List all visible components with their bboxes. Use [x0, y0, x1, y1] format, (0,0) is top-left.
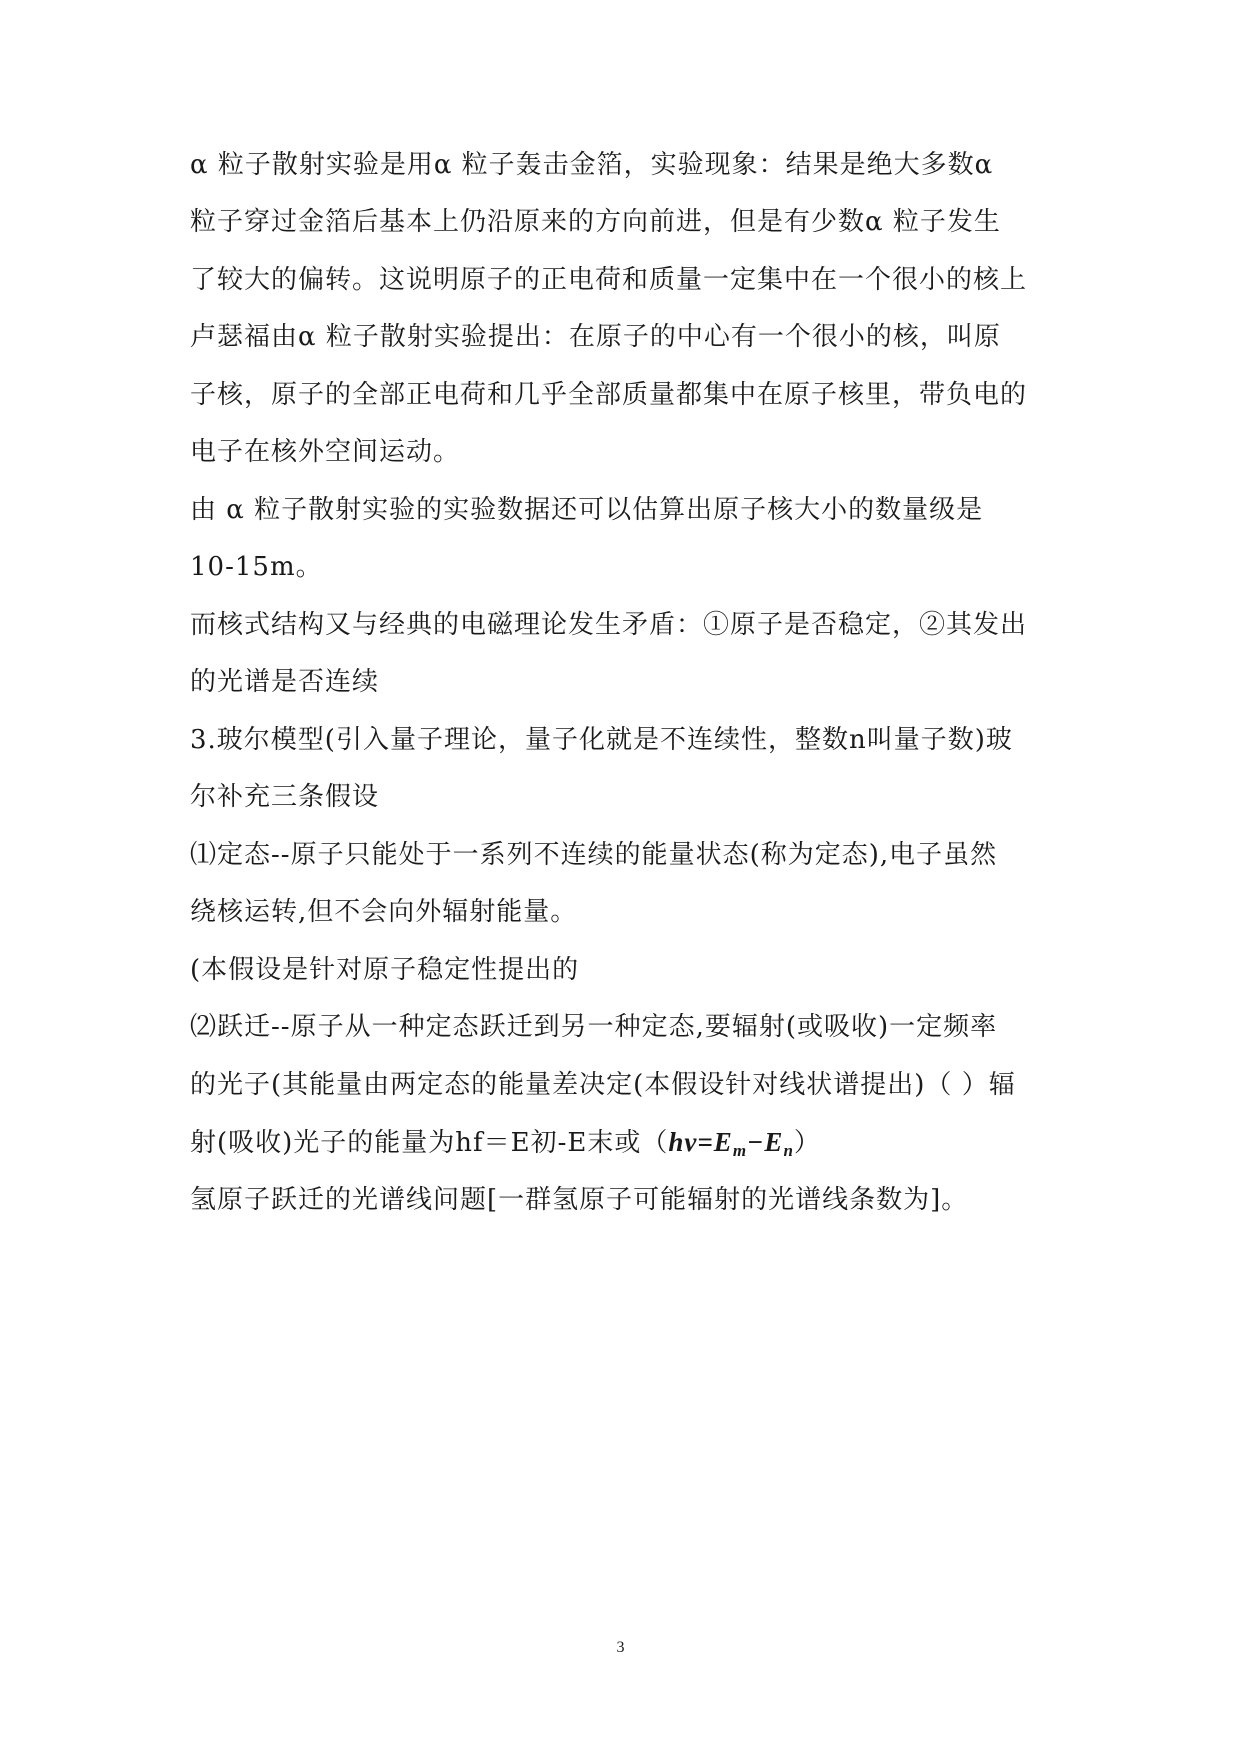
text-line-9: 而核式结构又与经典的电磁理论发生矛盾：①原子是否稳定，②其发出 — [190, 610, 1028, 640]
formula-close-paren: ） — [793, 1128, 821, 1158]
formula-lhs: hν — [668, 1127, 698, 1157]
text-line-8: 10-15m。 — [190, 552, 323, 582]
formula-e2: E — [764, 1127, 784, 1157]
photon-energy-formula — [668, 1127, 794, 1160]
text-line-3: 了较大的偏转。这说明原子的正电荷和质量一定集中在一个很小的核上 — [190, 265, 1028, 295]
formula-equals: = — [697, 1127, 714, 1157]
text-line-14: 绕核运转,但不会向外辐射能量。 — [190, 897, 578, 927]
text-line-1: α 粒子散射实验是用α 粒子轰击金箔，实验现象：结果是绝大多数α — [190, 150, 994, 180]
text-line-19: 氢原子跃迁的光谱线问题[一群氢原子可能辐射的光谱线条数为]。 — [190, 1185, 969, 1215]
text-line-10: 的光谱是否连续 — [190, 667, 380, 697]
text-line-16: ⑵跃迁--原子从一种定态跃迁到另一种定态,要辐射(或吸收)一定频率 — [190, 1012, 998, 1042]
page-number: 3 — [616, 1639, 625, 1656]
formula-e1: E — [713, 1127, 733, 1157]
text-line-5: 子核，原子的全部正电荷和几乎全部质量都集中在原子核里，带负电的 — [190, 380, 1028, 410]
text-line-18-prefix: 射(吸收)光子的能量为hf＝E初-E末或（ — [190, 1128, 669, 1158]
text-line-17: 的光子(其能量由两定态的能量差决定(本假设针对线状谱提出)（ ）辐 — [190, 1070, 1016, 1100]
formula-minus: − — [747, 1127, 765, 1157]
text-line-13: ⑴定态--原子只能处于一系列不连续的能量状态(称为定态),电子虽然 — [190, 840, 998, 870]
text-line-2: 粒子穿过金箔后基本上仍沿原来的方向前进，但是有少数α 粒子发生 — [190, 207, 1001, 237]
text-line-18 — [190, 1125, 1070, 1168]
text-line-11: 3.玻尔模型(引入量子理论，量子化就是不连续性，整数n叫量子数)玻 — [190, 725, 1013, 755]
text-line-7: 由 α 粒子散射实验的实验数据还可以估算出原子核大小的数量级是 — [190, 495, 984, 525]
formula-sub-m: m — [732, 1141, 748, 1160]
text-line-6: 电子在核外空间运动。 — [190, 437, 461, 467]
text-line-15: (本假设是针对原子稳定性提出的 — [190, 955, 580, 985]
text-line-12: 尔补充三条假设 — [190, 782, 380, 812]
text-line-4: 卢瑟福由α 粒子散射实验提出：在原子的中心有一个很小的核，叫原 — [190, 322, 1001, 352]
formula-sub-n: n — [783, 1141, 794, 1160]
